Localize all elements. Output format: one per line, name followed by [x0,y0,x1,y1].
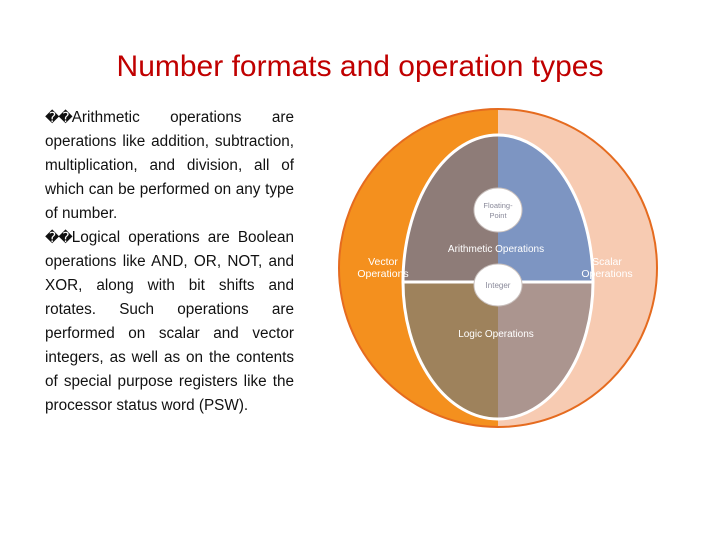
arithmetic-operations-label: Arithmetic Operations [447,244,545,255]
paragraph-logical [45,226,294,418]
slide-title: Number formats and operation types [116,50,604,83]
operations-diagram [336,106,660,430]
integer-label: Integer [485,281,511,290]
bullet-glyph-2: �� [45,230,72,246]
scalar-label-line2: Operations [581,268,633,280]
paragraph-logical-text: Logical operations are Boolean operations like AND, OR, NOT, and XOR, along with bit shifts and rotates. Such operations are performed on scalar and vector integers, as well as on the contents of special purpose registers like the processor status word (PSW). [45,229,294,414]
floating-point-bubble [474,188,522,232]
floating-point-label-line1: Floating- [483,201,513,210]
vector-label-line1: Vector [368,256,398,268]
paragraph-arithmetic-text: Arithmetic operations are operations like addition, subtraction, multiplication, and division, all of which can be performed on any type of number. [45,109,294,222]
bullet-glyph-1: �� [45,110,72,126]
floating-point-label-line2: Point [489,211,507,220]
paragraph-arithmetic [45,106,294,226]
vector-label-line2: Operations [357,268,409,280]
body-text [45,106,294,418]
scalar-label-line1: Scalar [592,256,622,268]
logic-operations-label: Logic Operations [458,329,534,340]
